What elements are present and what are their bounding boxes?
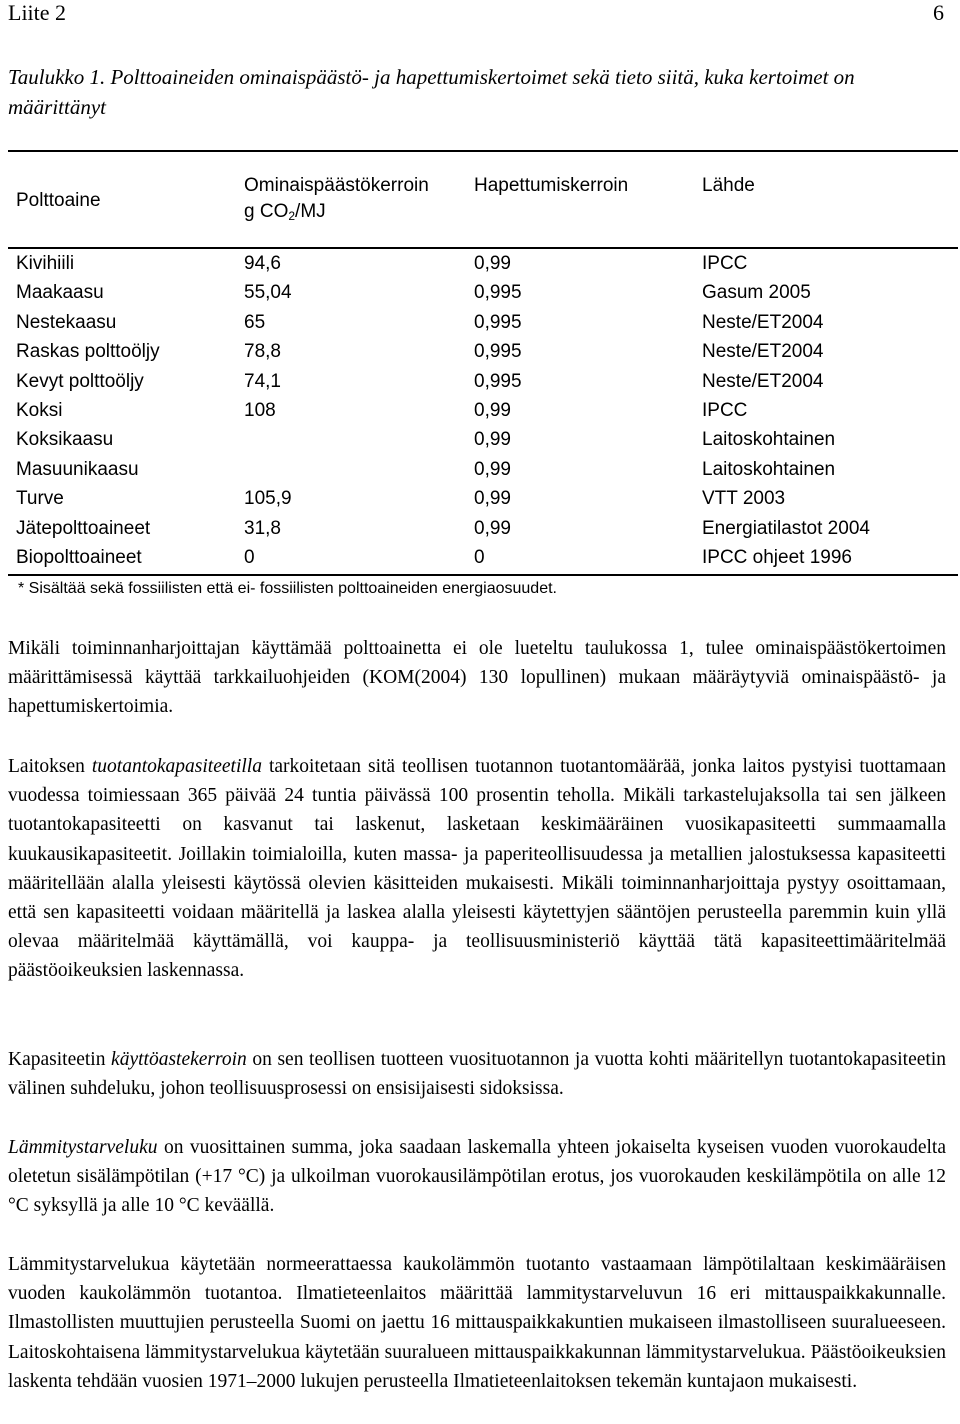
p4-term: Lämmitystarveluku xyxy=(8,1137,158,1158)
header-factor-line2 xyxy=(244,201,326,223)
p2-term: tuotantokapasiteetilla xyxy=(91,756,262,777)
cell-factor: 31,8 xyxy=(244,517,281,539)
header-factor-unit-suffix: /MJ xyxy=(295,201,326,222)
paragraph-heating-usage: Lämmitystarvelukua käytetään normeerattaessa kaukolämmön tuotanto vastaamaan lämpötilaltaan keskimääräisen vuoden kaukolämmön tuotantoa. Ilmatieteenlaitos määrittää lammitystarveluvun 16 eri mittauspaikkakunnalle. Ilmastollisten muuttujien perusteella Suomi on jaettu 16 mittauspaikkakuntien mukaiseen ilmastolliseen suuralueeseen. Laitoskohtaisena lämmitystarvelukua käytetään suuralueen mittauspaikkakunnan lämmitystarvelukua. Päästöoikeuksien laskenta tehdään vuosien 1971–2000 lukujen perusteella Ilmatieteenlaitoksen tekemän kuntajaon mukaisesti. xyxy=(8,1254,946,1392)
p3-pre: Kapasiteetin xyxy=(8,1049,112,1070)
table-row xyxy=(8,341,958,370)
cell-source: Neste/ET2004 xyxy=(702,370,824,392)
cell-oxidation: 0,99 xyxy=(474,488,511,510)
header-oxidation: Hapettumiskerroin xyxy=(474,175,629,196)
cell-fuel: Kivihiili xyxy=(16,253,75,274)
cell-factor: 0 xyxy=(244,546,255,568)
cell-oxidation: 0,99 xyxy=(474,458,511,480)
cell-factor: 105,9 xyxy=(244,488,292,510)
table-body xyxy=(8,253,958,576)
cell-fuel: Masuunikaasu xyxy=(16,458,139,480)
cell-source: Neste/ET2004 xyxy=(702,311,824,333)
cell-oxidation: 0,995 xyxy=(474,311,522,333)
cell-factor: 108 xyxy=(244,399,276,421)
page-number: 6 xyxy=(933,0,944,25)
cell-source: Laitoskohtainen xyxy=(702,429,836,451)
cell-oxidation: 0,99 xyxy=(474,517,511,539)
table-row xyxy=(8,459,958,488)
cell-source: IPCC xyxy=(702,253,748,274)
header-factor-line1: Ominaispäästökerroin xyxy=(244,175,429,196)
table-header-rule xyxy=(8,247,958,249)
cell-oxidation: 0,99 xyxy=(474,399,511,421)
cell-factor: 55,04 xyxy=(244,282,292,304)
cell-oxidation: 0 xyxy=(474,546,485,568)
cell-source: Neste/ET2004 xyxy=(702,341,824,363)
cell-oxidation: 0,99 xyxy=(474,253,511,274)
cell-fuel: Biopolttoaineet xyxy=(16,546,142,568)
cell-fuel: Maakaasu xyxy=(16,282,104,304)
cell-oxidation: 0,995 xyxy=(474,370,522,392)
p3-post: on sen teollisen tuotteen vuosituotannon ja vuotta kohti määritellyn tuotantokapasiteetin välinen suhdeluku, johon teollisuusprosessi on ensisijaisesti sidoksissa. xyxy=(8,1049,946,1100)
page-header xyxy=(8,0,944,30)
header-factor xyxy=(244,175,429,223)
cell-factor: 65 xyxy=(244,311,266,333)
table-caption: Taulukko 1. Polttoaineiden ominaispäästö- ja hapettumiskertoimet sekä tieto siitä, kuka kertoimet on määrittänyt xyxy=(8,65,855,119)
table-row xyxy=(8,371,958,400)
p4-post: on vuosittainen summa, joka saadaan laskemalla yhteen jokaiselta kyseisen vuoden vuorokaudelta oletetun sisälämpötilan (+17 °C) ja ulkoilman vuorokausilämpötilan erotus, jos vuorokauden keskilämpötila on alle 12 °C syksyllä ja alle 10 °C keväällä. xyxy=(8,1137,946,1217)
cell-source: Energiatilastot 2004 xyxy=(702,517,870,539)
cell-fuel: Raskas polttoöljy xyxy=(16,341,160,363)
table-footnote: * Sisältää sekä fossiilisten että ei- fossiilisten polttoaineiden energiaosuudet. xyxy=(18,580,557,597)
table-row xyxy=(8,253,958,282)
cell-factor: 78,8 xyxy=(244,341,281,363)
table-bottom-rule xyxy=(8,574,958,576)
table-row xyxy=(8,518,958,547)
paragraph-heating-degree xyxy=(8,1133,946,1221)
cell-fuel: Turve xyxy=(16,488,64,510)
cell-source: IPCC ohjeet 1996 xyxy=(702,546,852,568)
cell-factor: 74,1 xyxy=(244,370,281,392)
cell-factor: 94,6 xyxy=(244,253,281,274)
table-row xyxy=(8,547,958,576)
header-factor-unit-sub: 2 xyxy=(288,209,296,223)
cell-oxidation: 0,995 xyxy=(474,341,522,363)
table-row xyxy=(8,312,958,341)
cell-fuel: Kevyt polttoöljy xyxy=(16,370,144,392)
cell-fuel: Koksi xyxy=(16,399,63,421)
table-row xyxy=(8,429,958,458)
table-row xyxy=(8,282,958,311)
cell-oxidation: 0,995 xyxy=(474,282,522,304)
cell-fuel: Nestekaasu xyxy=(16,311,117,333)
cell-oxidation: 0,99 xyxy=(474,429,511,451)
appendix-label: Liite 2 xyxy=(8,0,67,25)
table-top-rule xyxy=(8,150,958,152)
table-row xyxy=(8,488,958,517)
paragraph-capacity xyxy=(8,752,946,986)
cell-source: IPCC xyxy=(702,399,748,421)
paragraph-fuel-factors: Mikäli toiminnanharjoittajan käyttämää polttoainetta ei ole lueteltu taulukossa 1, tulee ominaispäästökertoimen määrittämisessä käyttää tarkkailuohjeiden (KOM(2004) 130 lopullinen) mukaan määräytyviä ominaispäästö- ja hapettumiskertoimia. xyxy=(8,638,946,718)
header-factor-unit-prefix: g CO xyxy=(244,201,289,222)
header-source: Lähde xyxy=(702,175,755,196)
cell-source: VTT 2003 xyxy=(702,488,786,510)
paragraph-utilization xyxy=(8,1045,946,1103)
cell-fuel: Koksikaasu xyxy=(16,429,114,451)
cell-source: Gasum 2005 xyxy=(702,282,811,304)
cell-source: Laitoskohtainen xyxy=(702,458,836,480)
p3-term: käyttöastekerroin xyxy=(111,1049,247,1070)
header-fuel: Polttoaine xyxy=(16,190,101,211)
p2-post: tarkoitetaan sitä teollisen tuotannon tuotantomäärää, jonka laitos pystyisi tuottamaan vuodessa toimiessaan 365 päivää 24 tuntia päivässä 100 prosentin teholla. Mikäli tarkastelujaksolla tai sen jälkeen tuotantokapasiteetti on kasvanut tai laskenut, lasketaan keskimääräinen vuosikapasiteetti summaamalla kuukausikapasiteetit. Joillakin toimialoilla, kuten massa- ja paperiteollisuudessa ja metallien jalostuksessa kapasiteetti määritellään alalla yleisesti käytössä olevien käsitteiden mukaisesti. Mikäli toiminnanharjoittaja pystyy osoittamaan, että sen kapasiteetti voidaan määritellä ja laskea alalla yleisesti käytettyjen sääntöjen perusteella paremmin kuin yllä olevaa määritelmää käyttämällä, voi kauppa- ja teollisuusministeriö käyttää tätä kapasiteettimääritelmää päästöoikeuksien laskennassa. xyxy=(8,756,946,982)
table-row xyxy=(8,400,958,429)
p2-pre: Laitoksen xyxy=(8,756,92,777)
cell-fuel: Jätepolttoaineet xyxy=(16,517,151,539)
